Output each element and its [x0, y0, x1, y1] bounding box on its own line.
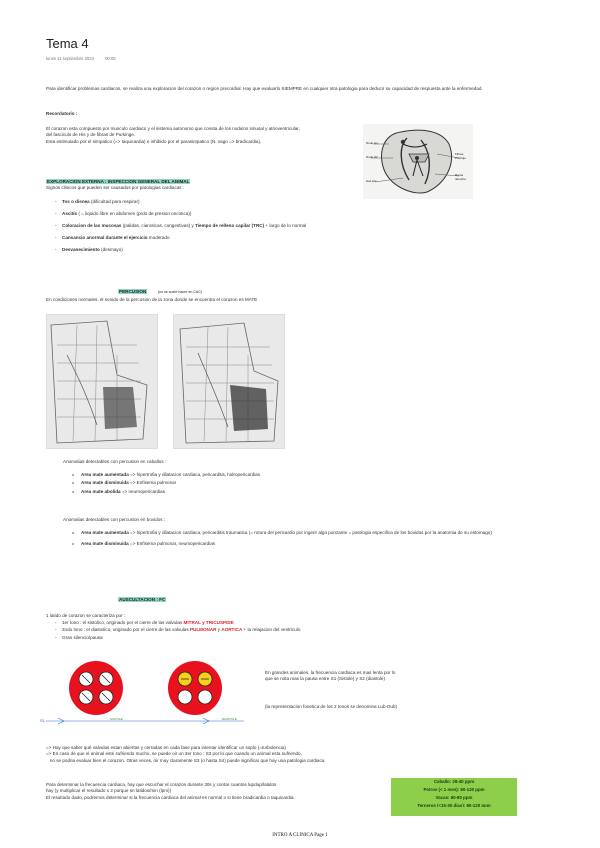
soplo-line-3: no se podria evaluar bien el corazon. Otras veces, oir muy claramente S3 (o hasta S4) puede significar que hay una patologia cardiaca.: [46, 757, 326, 763]
fc-row-potros: Potros (< 1 mes): 80-120 ppm: [423, 787, 485, 793]
auscultacion-intro: 1 latido de corazon se caracteriza por :: [46, 613, 126, 618]
fc-row-vacas: Vacas: 60-80 ppm: [435, 795, 473, 801]
page-date: lunes 11 septiembre 2023: [46, 56, 94, 61]
diastole-label: DIASTOLE: [222, 717, 237, 721]
soplo-line-1: => Hay que saber qué valvulas estan abiertas y cerradas en cada fase para intentar identificar un soplo (=turbulencia): [46, 745, 286, 750]
percusion-note: (no se suele hacer en CAC): [157, 290, 203, 294]
bovidos-list: [67, 530, 567, 550]
signos-list: [52, 199, 572, 259]
soplo-notes: [46, 745, 566, 764]
heart-label-4: Rama derecha: [455, 173, 466, 181]
soplo-line-2: => En caso de que el animal esté sufriendo mucho, se puede oir un 3er tono : S3 por lo que cuando un animal esta sufriendo,: [46, 751, 302, 757]
heart-label-0: Nodo sin.: [366, 141, 379, 145]
list-item: o Area mate abolida => neumopericardias: [67, 489, 567, 495]
page-meta: [46, 56, 126, 61]
fc-line-3: El resultado dado, podremos determinar si la frecuencia cardiaca del animal es normal o si tiene bradicardia o taquicardia.: [46, 794, 295, 800]
fc-row-caballo: Caballo: 28-40 ppm: [433, 779, 475, 784]
recordatorio-text: [46, 126, 406, 145]
heart-label-1: Nodo AV: [366, 155, 378, 159]
heart-label-3: Fibras Purkinje: [455, 152, 466, 160]
percusion-text: En condiciones normales, el sonido de la percusion de la zona donde se encuentra el corazon es MATE: [46, 297, 258, 302]
thorax-image-left: [46, 314, 158, 449]
sistole-label: SISTOLE: [110, 717, 123, 721]
lub-dub-note: (la representacion fonetica de los 2 tonos se denomina Lub-Dub): [265, 704, 398, 709]
list-item: o Area mate aumentada => hipertrofia y dilatacion cardiaca, pericarditis, hidropericardias: [67, 472, 567, 478]
list-item: - Cansancio anormal durante el ejercicio moderado: [52, 235, 572, 241]
caballos-title: Anomalias detectables con percusion en caballos :: [63, 459, 167, 464]
intro-paragraph: Para identificar problemas cardiacos, se realiza una exploracion del corazon o region precordial. Hay que evaluarlo SIEMPRE en cualquier otra patologia para deducir su capacidad de respuesta ante la enfermedad.: [46, 86, 483, 91]
recordatorio-heading: Recordatorio :: [46, 111, 78, 116]
page-time: 00:05: [105, 56, 116, 61]
list-item: - Desvanecimiento (desmayo): [52, 247, 572, 253]
fc-row-terneros: Terneros (<15-30 dias): 80-120 ppm: [417, 802, 491, 807]
page-footer: INTRO A CLINICA Page 1: [272, 833, 328, 838]
recordatorio-line-3: Esta estimulado por el simpatico (=> taquicardia) e inhibido por el parasimpatico (N. vago => bradicardia).: [46, 138, 262, 144]
list-item: o Area mate disminuida => Enfisema pulmonar, neumopericardias: [67, 541, 567, 547]
exploracion-intro: Signos clinicos que pueden ser causados por patologias cardiacas :: [46, 185, 185, 190]
fc-line-2: hay (y multiplicar el resultado x 2 porque sn latidos/min (lpm)): [46, 788, 172, 794]
heart-label-2: Haz His: [366, 179, 377, 183]
tonos-list: [52, 620, 552, 642]
valve-diagram: [40, 655, 250, 730]
recordatorio-line-1: El corazon esta compuesto por musculo cardiaco y el sistema autonomo que consta de los nodulos sinusal y atrioventricular,: [46, 126, 300, 131]
caballos-list: [67, 472, 567, 497]
fc-paragraph: [46, 782, 386, 801]
page-title: Tema 4: [46, 36, 89, 51]
list-item: - 2ndo tono : el diastolico, originado por el cierre de las valvulas PULMONAR y AORTICA + la relajacion del ventriculo: [52, 627, 552, 633]
fc-reference-table: [391, 778, 517, 816]
grandes-animales-note: En grandes animales, la frecuencia cardiaca es mas lenta por lo que se nota mas la pausa entre S1 (Sistole) y S2 (diastole): [265, 670, 396, 682]
list-item: - Coloracion de las mucosas (palidas, cianoticas, congestivas) y Tiempo de relleno capilar (TRC) + largo de lo normal: [52, 223, 572, 229]
list-item: o Area mate disminuida => Enfisema pulmonar: [67, 480, 567, 486]
auscultacion-heading: AUSCULTACION : FC: [119, 597, 166, 602]
list-item: - Tos o disnea (dificultad para respirar): [52, 199, 572, 205]
exploracion-heading: EXPLORACION EXTERNA : INSPECCION GENERAL DEL ANIMAL: [47, 179, 190, 184]
list-item: o Area mate aumentada => hipertrofia y dilatacion cardiaca, pericarditis traumatica (= rotura del pericardio por ingerir algo punzante = patologia especifica de los bovidos por la anatomia de su estomago): [67, 530, 567, 536]
list-item: - Gran silencio/pausa: [52, 635, 552, 641]
list-item: - 1er tono : el sistolico, originado por el cierre de las valvulas MITRAL y TRICUSPIDE: [52, 620, 552, 626]
bovidos-title: Anomalias detectables con percusion en bovidos :: [63, 517, 166, 522]
list-item: - Ascitis ( = liquido libre en abdomen (prdo de presion oncotica)): [52, 211, 572, 217]
fc-line-1: Para determinar la frecuencia cardiaca, hay que escuchar el corazon durante 30s y contar cuantos lupdup/latidos: [46, 782, 277, 787]
s1-label: S1: [40, 718, 45, 723]
heart-conduction-image: [363, 124, 473, 199]
thorax-image-right: [173, 314, 285, 449]
recordatorio-line-2: del fasciculo de His y de fibras de Purkinge.: [46, 132, 136, 138]
percusion-heading: PERCUSION (no se suele hacer en CAC): [119, 289, 203, 294]
